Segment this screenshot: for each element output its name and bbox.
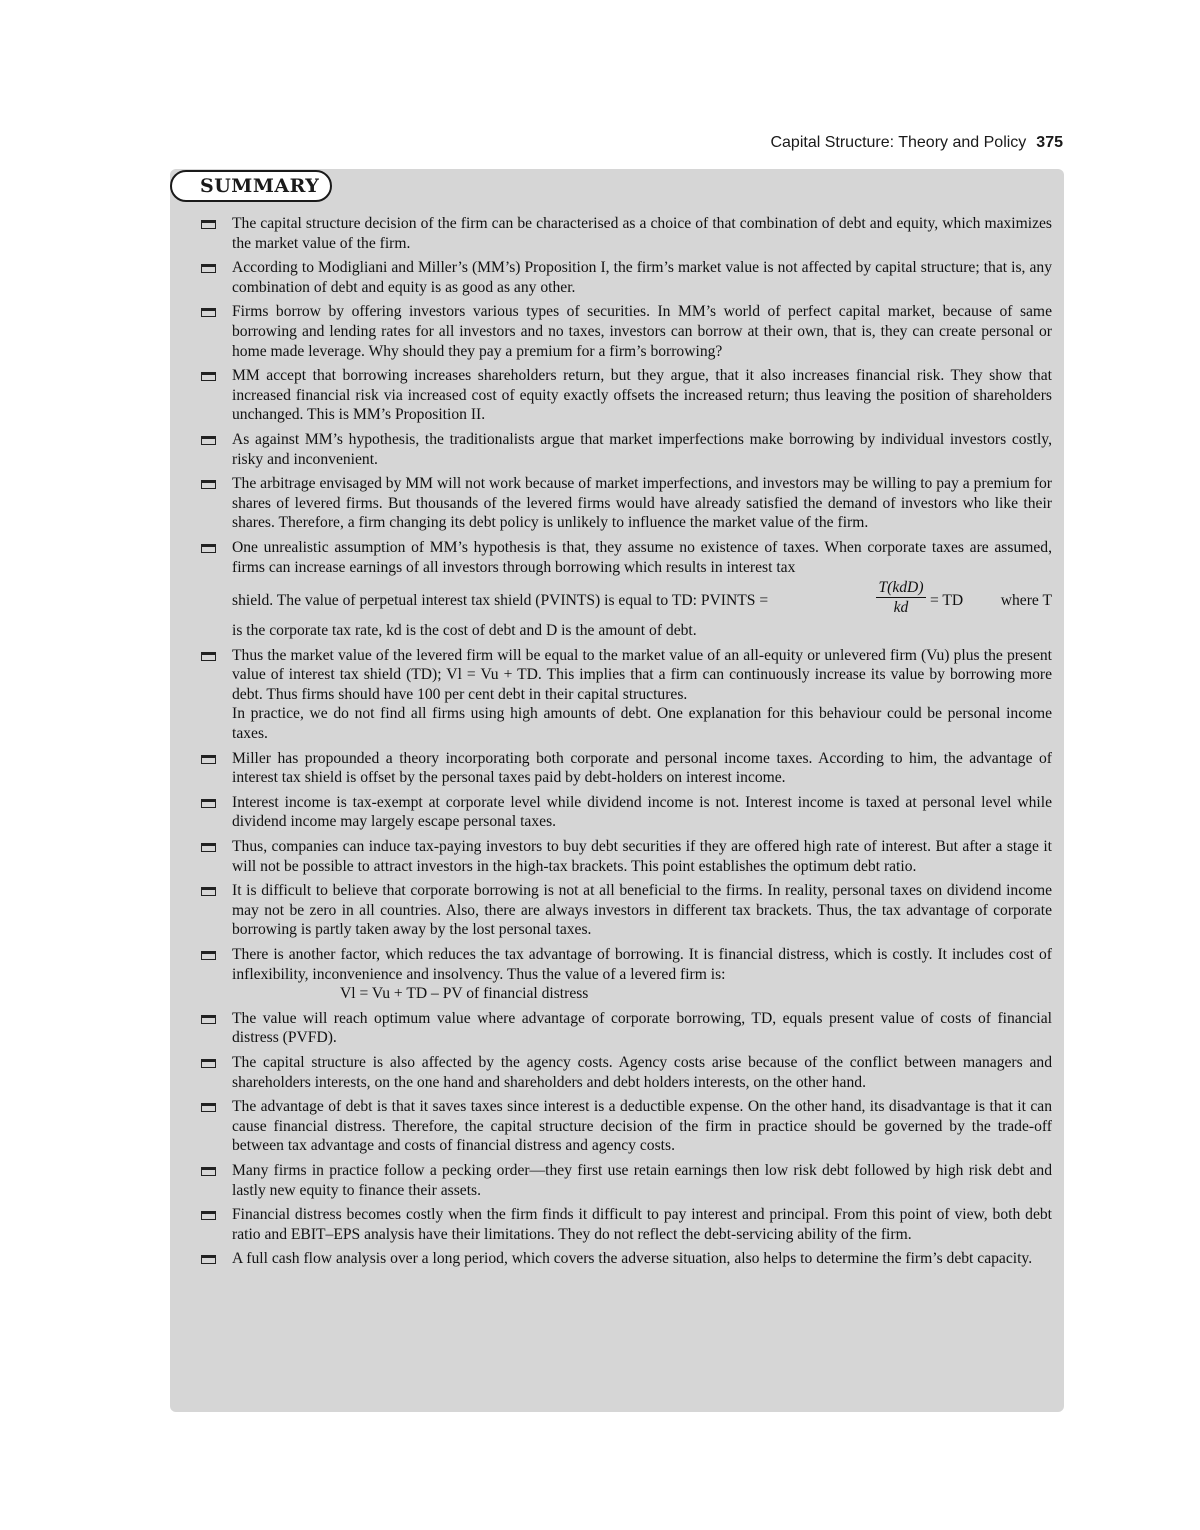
list-item-text: The capital structure is also affected by the agency costs. Agency costs arise because of the conflict between managers and shareholders interests, on the one hand and shareholders and debt holders interests, on the other hand. <box>232 1053 1052 1091</box>
list-item <box>200 793 1052 832</box>
checkbox-bullet-icon <box>201 887 216 896</box>
list-item-text: Miller has propounded a theory incorporating both corporate and personal income taxes. According to him, the advantage of interest tax shield is offset by the personal taxes paid by debt-holders on interest income. <box>232 749 1052 787</box>
list-item <box>200 1161 1052 1200</box>
list-item <box>200 214 1052 253</box>
checkbox-bullet-icon <box>201 1167 216 1176</box>
list-item <box>200 945 1052 1004</box>
checkbox-bullet-icon <box>201 436 216 445</box>
list-item <box>200 430 1052 469</box>
checkbox-bullet-icon <box>201 951 216 960</box>
list-item <box>200 538 1052 641</box>
list-item-text: The advantage of debt is that it saves taxes since interest is a deductible expense. On the other hand, its disadvantage is that it can cause financial distress. Therefore, the capital structure decision of the firm in practice should be governed by the trade-off between tax advantage and costs of financial distress and agency costs. <box>232 1098 1052 1155</box>
list-item <box>200 474 1052 533</box>
list-item-text: Thus, companies can induce tax-paying investors to buy debt securities if they are offered high rate of interest. But after a stage it will not be possible to attract investors in the high-tax brackets. This point establishes the optimum debt ratio. <box>232 838 1052 875</box>
list-item-text: Financial distress becomes costly when the firm finds it difficult to pay interest and principal. From this point of view, both debt ratio and EBIT–EPS analysis have their limitations. They do not reflect the debt-servicing ability of the firm. <box>232 1206 1052 1243</box>
list-item <box>200 366 1052 425</box>
checkbox-bullet-icon <box>201 372 216 381</box>
formula-lead-text: shield. The value of perpetual interest tax shield (PVINTS) is equal to TD: PVINTS = <box>232 592 769 610</box>
formula-numerator: T(kdD) <box>876 579 926 598</box>
running-head <box>770 134 1063 152</box>
running-title: Capital Structure: Theory and Policy <box>770 134 1027 151</box>
list-item-text: The arbitrage envisaged by MM will not work because of market imperfections, and investors may be willing to pay a premium for shares of levered firms. But thousands of the levered firms would have already satisfied the demand of investors who like their shares. Therefore, a firm changing its debt policy is unlikely to influence the market value of the firm. <box>232 475 1052 532</box>
page-number: 375 <box>1036 134 1063 151</box>
list-item <box>200 1097 1052 1156</box>
list-item <box>200 749 1052 788</box>
list-item-text: Many firms in practice follow a pecking order—they first use retain earnings then low risk debt followed by high risk debt and lastly new equity to finance their assets. <box>232 1161 1052 1199</box>
list-item <box>200 1205 1052 1244</box>
list-item <box>200 646 1052 744</box>
checkbox-bullet-icon <box>201 308 216 317</box>
list-item <box>200 1009 1052 1048</box>
list-item-text: A full cash flow analysis over a long period, which covers the adverse situation, also helps to determine the firm’s debt capacity. <box>232 1250 1033 1268</box>
checkbox-bullet-icon <box>201 1255 216 1264</box>
summary-list <box>200 214 1052 1274</box>
checkbox-bullet-icon <box>201 1015 216 1024</box>
checkbox-bullet-icon <box>201 843 216 852</box>
list-item-text: The capital structure decision of the firm can be characterised as a choice of that combination of debt and equity, which maximizes the market value of the firm. <box>232 215 1052 252</box>
formula-where-text: where T <box>1000 592 1052 610</box>
list-item <box>200 258 1052 297</box>
list-item-text: One unrealistic assumption of MM’s hypothesis is that, they assume no existence of taxes. When corporate taxes are assumed, firms can increase earnings of all investors through borrowing which results in interest tax <box>232 538 1052 576</box>
list-item-text: As against MM’s hypothesis, the traditionalists argue that market imperfections make borrowing by individual investors costly, risky and inconvenient. <box>232 430 1052 468</box>
list-item-text: There is another factor, which reduces the tax advantage of borrowing. It is financial distress, which is costly. It includes cost of inflexibility, inconvenience and insolvency. Thus the value of a levered firm is: <box>232 946 1052 983</box>
list-item-text: Firms borrow by offering investors various types of securities. In MM’s world of perfect capital market, because of same borrowing and lending rates for all investors and no taxes, investors can borrow at their own, that is, they can create personal or home made leverage. Why should they pay a premium for a firm’s borrowing? <box>232 303 1052 360</box>
checkbox-bullet-icon <box>201 652 216 661</box>
list-item <box>200 881 1052 940</box>
checkbox-bullet-icon <box>201 544 216 553</box>
formula-denominator: kd <box>893 599 909 617</box>
list-item <box>200 1249 1052 1269</box>
summary-heading: SUMMARY <box>170 170 332 202</box>
list-item-text: It is difficult to believe that corporate borrowing is not at all beneficial to the firms. In reality, personal taxes on dividend income may not be zero in all countries. Also, there are always investors in different tax brackets. Thus, the tax advantage of corporate borrowing is partly taken away by the lost personal taxes. <box>232 882 1052 939</box>
checkbox-bullet-icon <box>201 799 216 808</box>
checkbox-bullet-icon <box>201 220 216 229</box>
list-item-text: The value will reach optimum value where advantage of corporate borrowing, TD, equals present value of costs of financial distress (PVFD). <box>232 1009 1052 1047</box>
list-item <box>200 302 1052 361</box>
checkbox-bullet-icon <box>201 1103 216 1112</box>
checkbox-bullet-icon <box>201 1059 216 1068</box>
list-item-text: In practice, we do not find all firms using high amounts of debt. One explanation for this behaviour could be personal income taxes. <box>232 705 1052 743</box>
checkbox-bullet-icon <box>201 264 216 273</box>
list-item-text: Thus the market value of the levered firm will be equal to the market value of an all-equity or unlevered firm (Vu) plus the present value of interest tax shield (TD); Vl = Vu + TD. This implies that a firm can continuously increase its value by borrowing more debt. Thus firms should have 100 per cent debt in their capital structures. <box>232 646 1052 703</box>
formula-fraction <box>876 579 926 618</box>
checkbox-bullet-icon <box>201 480 216 489</box>
checkbox-bullet-icon <box>201 1211 216 1220</box>
list-item-text: MM accept that borrowing increases shareholders return, but they argue, that it also increases financial risk. They show that increased financial risk via increased cost of equity exactly offsets the increased return; thus leaving the position of shareholders unchanged. This is MM’s Proposition II. <box>232 367 1052 424</box>
list-item-text: is the corporate tax rate, kd is the cost of debt and D is the amount of debt. <box>232 622 697 640</box>
list-item <box>200 1053 1052 1092</box>
list-item <box>200 837 1052 876</box>
formula-result: = TD <box>930 592 964 610</box>
checkbox-bullet-icon <box>201 755 216 764</box>
pvints-formula <box>232 579 1052 619</box>
levered-value-equation: Vl = Vu + TD – PV of financial distress <box>340 985 589 1003</box>
list-item-text: According to Modigliani and Miller’s (MM’s) Proposition I, the firm’s market value is not affected by capital structure; that is, any combination of debt and equity is as good as any other. <box>232 259 1052 296</box>
list-item-text: Interest income is tax-exempt at corporate level while dividend income is not. Interest income is taxed at personal level while dividend income may largely escape personal taxes. <box>232 793 1052 831</box>
